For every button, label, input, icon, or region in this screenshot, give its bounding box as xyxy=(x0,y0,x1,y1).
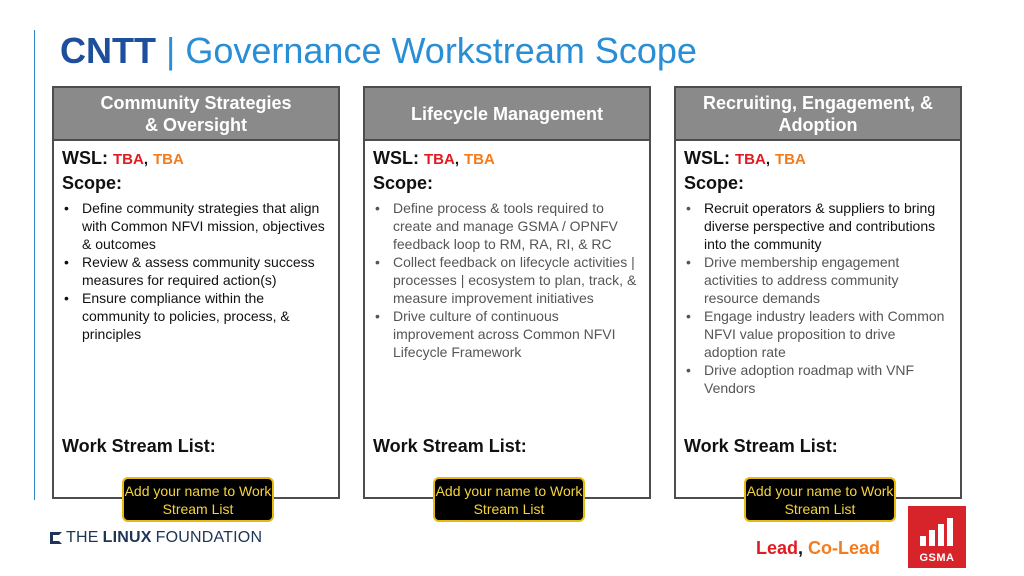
legend-colead: Co-Lead xyxy=(802,538,880,558)
work-stream-list-label: Work Stream List: xyxy=(684,436,838,456)
wsl-label: WSL: xyxy=(684,148,730,168)
scope-item: • Define process & tools required to create and manage GSMA / OPNFV feedback loop to RM, RA, RI, & RC xyxy=(373,199,641,253)
title-brand: CNTT xyxy=(60,30,156,71)
page-title xyxy=(60,28,697,74)
scope-item: • Drive membership engagement activities to address community resource demands xyxy=(684,253,952,307)
scope-item: • Define community strategies that align with Common NFVI mission, objectives & outcomes xyxy=(62,199,330,253)
linux-foundation-logo xyxy=(50,528,262,548)
gsma-logo xyxy=(908,506,966,568)
card-body xyxy=(365,141,649,517)
gsma-wordmark: GSMA xyxy=(919,552,955,564)
wsl-colead: TBA xyxy=(153,151,184,168)
wsl-colead: TBA xyxy=(464,151,495,168)
scope-list xyxy=(684,199,952,397)
wsl-line xyxy=(373,147,641,171)
work-stream-list-label: Work Stream List: xyxy=(373,436,527,456)
title-text: Governance Workstream Scope xyxy=(185,30,697,71)
card-body xyxy=(676,141,960,517)
signal-bars-icon xyxy=(920,518,953,546)
card-recruiting-engagement-adoption xyxy=(674,86,962,517)
scope-list xyxy=(373,199,641,361)
logo-word-linux: LINUX xyxy=(102,529,152,546)
card-header-title: Community Strategies & Oversight xyxy=(100,92,292,135)
wsl-line xyxy=(684,147,952,171)
wsl-lead: TBA xyxy=(113,151,144,168)
scope-label: Scope: xyxy=(62,173,123,193)
legend-lead: Lead xyxy=(755,538,798,558)
add-name-button[interactable]: Add your name to Work Stream List xyxy=(122,477,274,522)
scope-item: • Ensure compliance within the community to policies, process, & principles xyxy=(62,289,330,343)
wsl-comma: , xyxy=(143,151,148,168)
wsl-label: WSL: xyxy=(62,148,108,168)
add-name-button[interactable]: Add your name to Work Stream List xyxy=(433,477,585,522)
scope-label: Scope: xyxy=(373,173,434,193)
add-name-button[interactable]: Add your name to Work Stream List xyxy=(744,477,896,522)
card-header xyxy=(676,88,960,141)
legend-comma: , xyxy=(797,538,803,558)
scope-item: • Drive culture of continuous improvement across Common NFVI Lifecycle Framework xyxy=(373,307,641,361)
title-separator: | xyxy=(155,30,186,71)
scope-item: • Drive adoption roadmap with VNF Vendors xyxy=(684,361,952,397)
work-stream-list-label: Work Stream List: xyxy=(62,436,216,456)
card-header xyxy=(54,88,338,141)
wsl-colead: TBA xyxy=(775,151,806,168)
card-lifecycle-management xyxy=(363,86,651,517)
card-header-title: Lifecycle Management xyxy=(410,103,604,124)
logo-word-foundation: FOUNDATION xyxy=(155,529,263,546)
card-body xyxy=(54,141,338,517)
left-accent-rule xyxy=(34,30,35,500)
logo-word-the: THE xyxy=(66,529,99,546)
linux-foundation-mark-icon xyxy=(50,532,62,544)
scope-item: • Review & assess community success measures for required action(s) xyxy=(62,253,330,289)
scope-label: Scope: xyxy=(684,173,745,193)
scope-item: • Engage industry leaders with Common NFVI value proposition to drive adoption rate xyxy=(684,307,952,361)
wsl-line xyxy=(62,147,330,171)
card-header-title: Recruiting, Engagement, & Adoption xyxy=(702,92,934,135)
wsl-comma: , xyxy=(765,151,770,168)
card-community-strategies xyxy=(52,86,340,517)
scope-item: • Recruit operators & suppliers to bring diverse perspective and contributions into the community xyxy=(684,199,952,253)
wsl-comma: , xyxy=(454,151,459,168)
wsl-lead: TBA xyxy=(424,151,455,168)
scope-item: • Collect feedback on lifecycle activities | processes | ecosystem to plan, track, & measure improvement initiatives xyxy=(373,253,641,307)
scope-list xyxy=(62,199,330,343)
wsl-label: WSL: xyxy=(373,148,419,168)
lead-legend xyxy=(756,538,880,559)
card-header xyxy=(365,88,649,141)
wsl-lead: TBA xyxy=(735,151,766,168)
